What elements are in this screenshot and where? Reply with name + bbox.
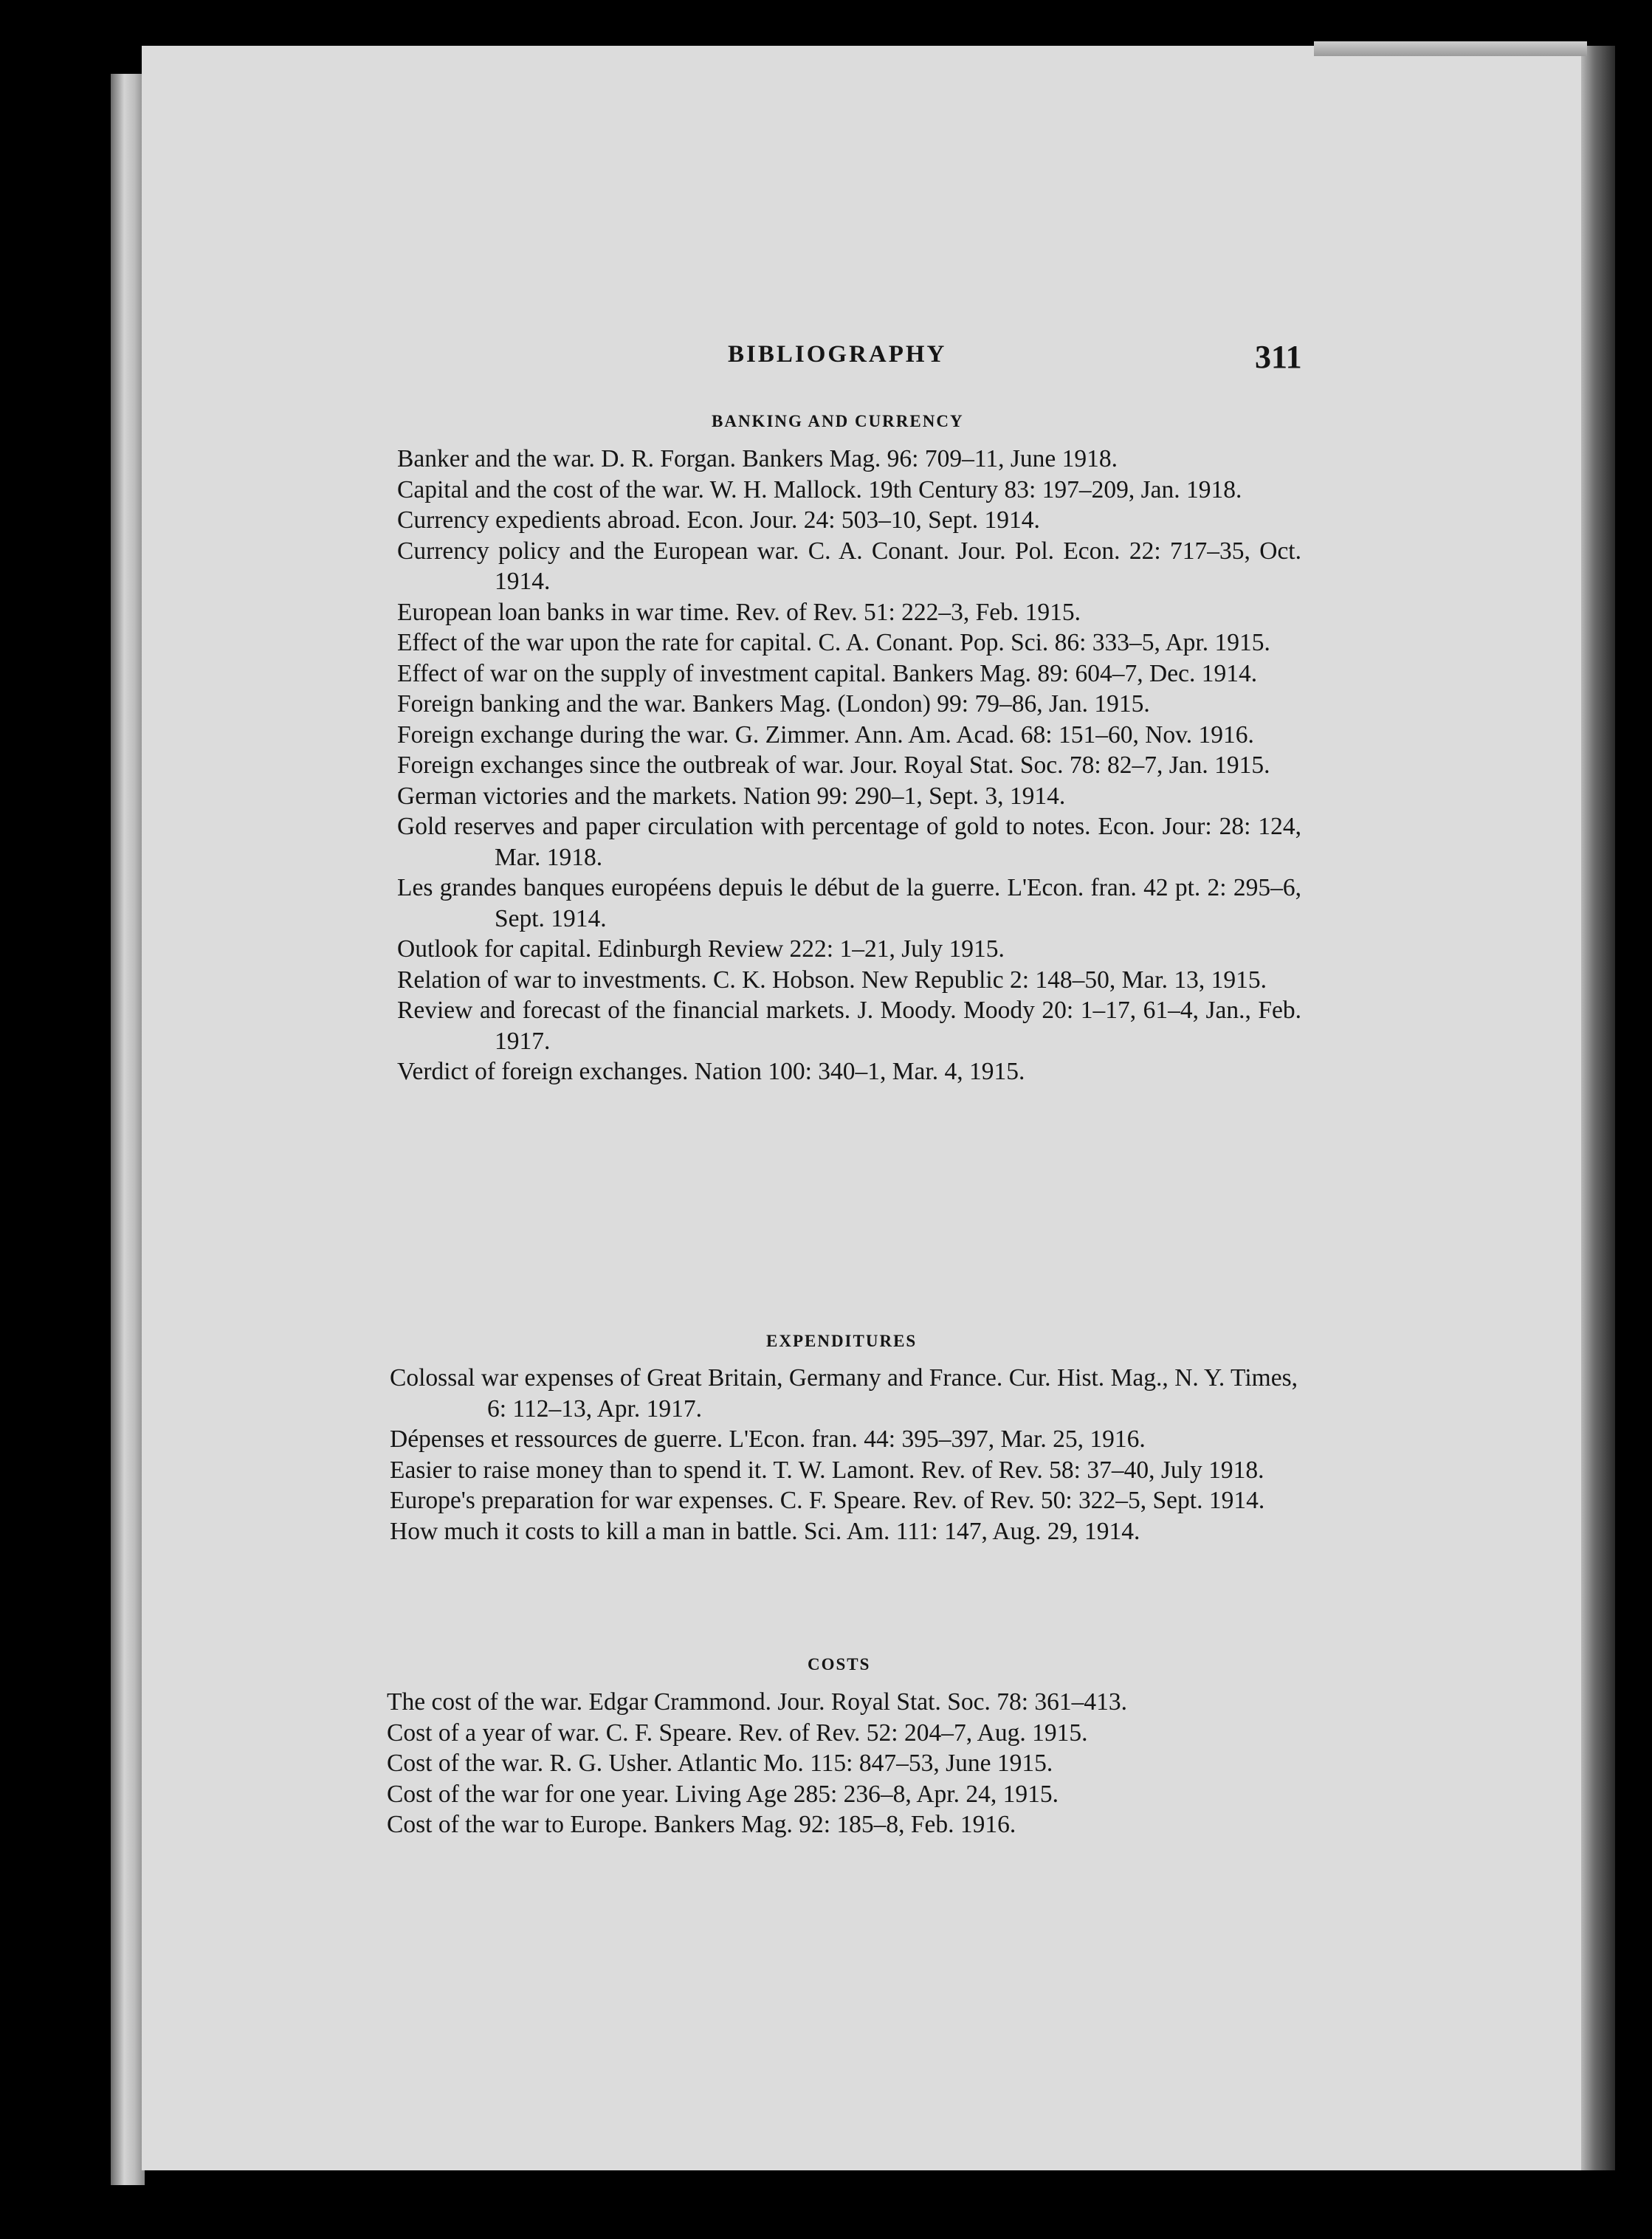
expenditures-entries [390,1363,1298,1547]
bibliography-entry: Banker and the war. D. R. Forgan. Bankers Mag. 96: 709–11, June 1918. [397,445,1118,472]
bibliography-entry: The cost of the war. Edgar Crammond. Jour. Royal Stat. Soc. 78: 361–413. [387,1688,1128,1716]
bibliography-entry: Currency expedients abroad. Econ. Jour. 24: 503–10, Sept. 1914. [397,506,1040,534]
bibliography-entry: Easier to raise money than to spend it. T. W. Lamont. Rev. of Rev. 58: 37–40, July 1918. [390,1456,1264,1484]
bibliography-entry: Europe's preparation for war expenses. C. F. Speare. Rev. of Rev. 50: 322–5, Sept. 1914. [390,1487,1265,1514]
bibliography-entry: Effect of the war upon the rate for capital. C. A. Conant. Pop. Sci. 86: 333–5, Apr. 1915. [397,629,1270,656]
section-heading-costs: COSTS [808,1655,871,1674]
section-heading-expenditures: EXPENDITURES [766,1332,918,1350]
bibliography-entry: Effect of war on the supply of investment capital. Bankers Mag. 89: 604–7, Dec. 1914. [397,659,1258,687]
bibliography-entry: How much it costs to kill a man in battle. Sci. Am. 111: 147, Aug. 29, 1914. [390,1517,1140,1545]
bibliography-entry: Dépenses et ressources de guerre. L'Econ. fran. 44: 395–397, Mar. 25, 1916. [390,1425,1146,1453]
bibliography-entry: Cost of a year of war. C. F. Speare. Rev. of Rev. 52: 204–7, Aug. 1915. [387,1719,1088,1747]
section-heading-banking: BANKING AND CURRENCY [712,412,964,430]
bibliography-entry: German victories and the markets. Nation 99: 290–1, Sept. 3, 1914. [397,782,1066,810]
bibliography-entry: European loan banks in war time. Rev. of Rev. 51: 222–3, Feb. 1915. [397,598,1081,626]
bibliography-entry: Gold reserves and paper circulation with percentage of gold to notes. Econ. Jour: 28: 124, Mar. 1918. [397,813,1301,871]
bibliography-entry: Relation of war to investments. C. K. Hobson. New Republic 2: 148–50, Mar. 13, 1915. [397,966,1267,994]
banking-entries [397,444,1301,1087]
bibliography-entry: Les grandes banques européens depuis le début de la guerre. L'Econ. fran. 42 pt. 2: 295–6, Sept. 1914. [397,874,1301,932]
bibliography-entry: Currency policy and the European war. C. A. Conant. Jour. Pol. Econ. 22: 717–35, Oct. 1914. [397,537,1301,595]
bibliography-entry: Cost of the war for one year. Living Age 285: 236–8, Apr. 24, 1915. [387,1780,1059,1808]
running-head: BIBLIOGRAPHY [728,341,947,368]
bibliography-entry: Foreign banking and the war. Bankers Mag. (London) 99: 79–86, Jan. 1915. [397,690,1150,718]
bibliography-entry: Cost of the war. R. G. Usher. Atlantic Mo. 115: 847–53, June 1915. [387,1750,1053,1777]
bibliography-entry: Capital and the cost of the war. W. H. Mallock. 19th Century 83: 197–209, Jan. 1918. [397,475,1242,503]
page-top-edge [1314,41,1587,56]
bibliography-entry: Review and forecast of the financial markets. J. Moody. Moody 20: 1–17, 61–4, Jan., Feb. 1917. [397,997,1301,1055]
bibliography-entry: Outlook for capital. Edinburgh Review 222: 1–21, July 1915. [397,935,1005,963]
bibliography-entry: Verdict of foreign exchanges. Nation 100: 340–1, Mar. 4, 1915. [397,1058,1025,1085]
bibliography-entry: Colossal war expenses of Great Britain, Germany and France. Cur. Hist. Mag., N. Y. Times, 6: 112–13, Apr. 1917. [390,1364,1298,1423]
bibliography-entry: Cost of the war to Europe. Bankers Mag. 92: 185–8, Feb. 1916. [387,1811,1016,1838]
bibliography-entry: Foreign exchange during the war. G. Zimmer. Ann. Am. Acad. 68: 151–60, Nov. 1916. [397,720,1254,749]
costs-entries [387,1687,1299,1840]
page-stack-edge [1581,46,1615,2170]
bibliography-entry: Foreign exchanges since the outbreak of war. Jour. Royal Stat. Soc. 78: 82–7, Jan. 1915. [397,752,1270,779]
page-number: 311 [1255,339,1302,375]
facing-page-edge [111,74,145,2185]
